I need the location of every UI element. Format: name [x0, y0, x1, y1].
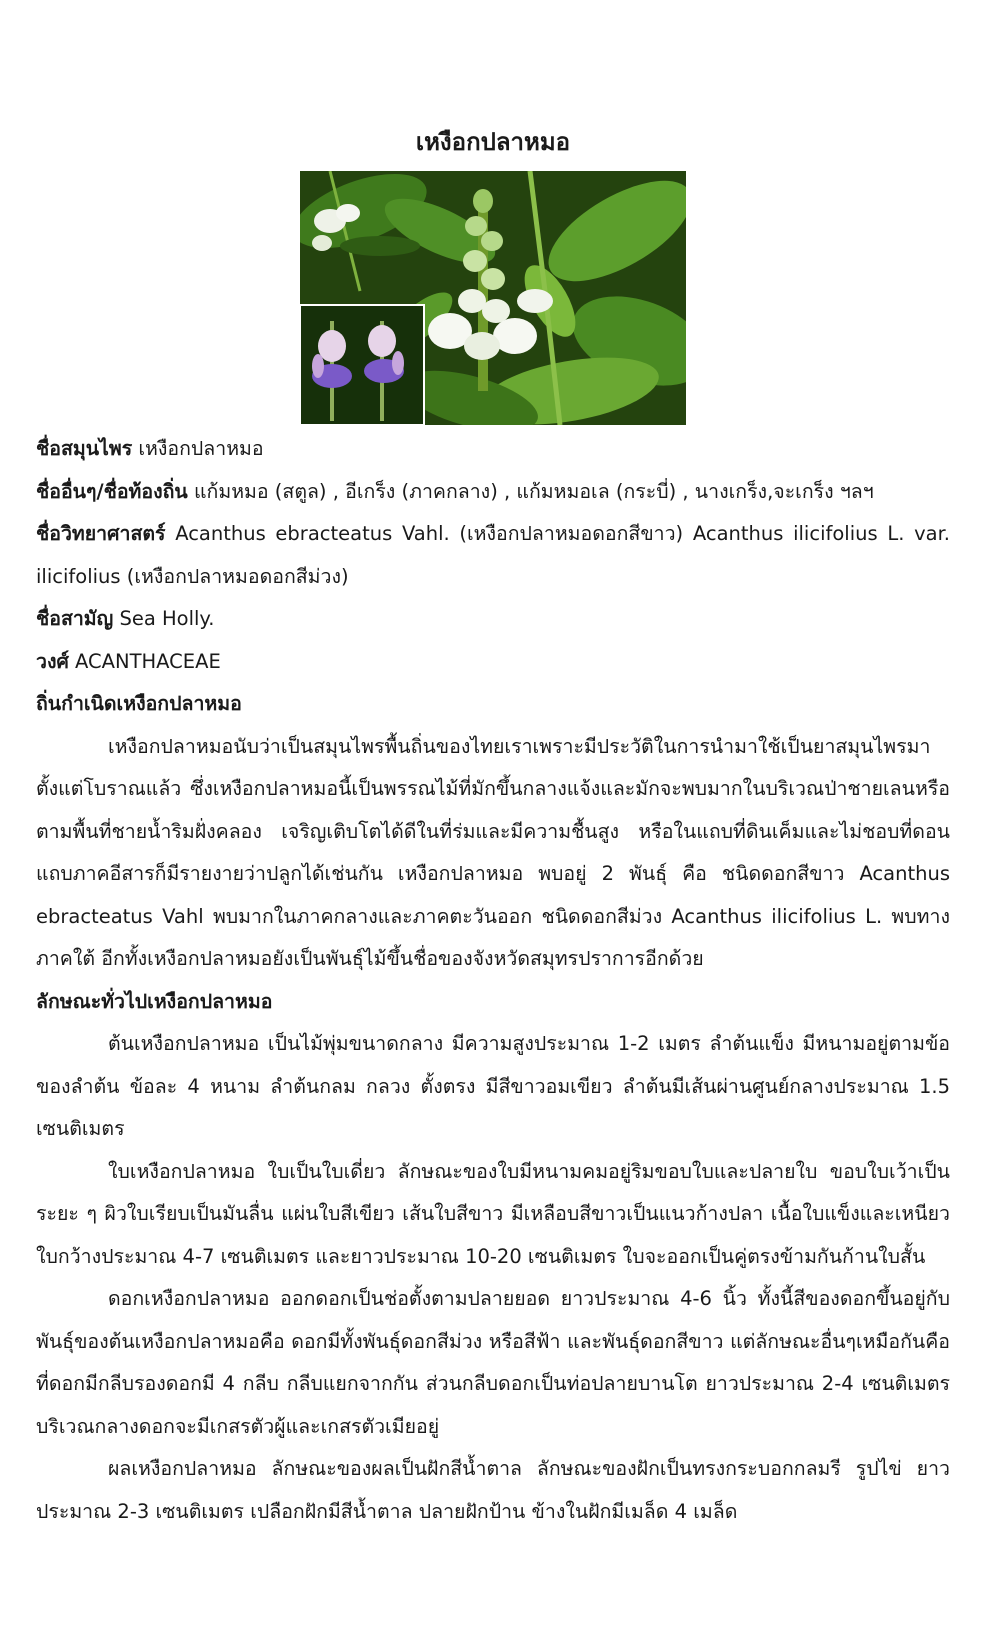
- other-names-label: ชื่ออื่นๆ/ชื่อท้องถิ่น: [36, 479, 188, 503]
- other-names-row: [36, 471, 950, 514]
- scientific-name-label: ชื่อวิทยาศาสตร์: [36, 522, 166, 545]
- other-names-value: แก้มหมอ (สตูล) , อีเกร็ง (ภาคกลาง) , แก้มหมอเล (กระบี่) , นางเกร็ง,จะเกร็ง ฯลฯ: [187, 479, 874, 503]
- common-name-value: Sea Holly.: [113, 607, 215, 630]
- common-name-label: ชื่อสามัญ: [36, 607, 114, 630]
- family-value: ACANTHACEAE: [68, 649, 221, 673]
- herb-name-label: ชื่อสมุนไพร: [36, 437, 133, 460]
- scientific-name-value: Acanthus ebracteatus Vahl. (เหงือกปลาหมอดอกสีขาว) Acanthus ilicifolius L. var. ilicifolius (เหงือกปลาหมอดอกสีม่วง): [36, 522, 950, 588]
- origin-heading: ถิ่นกำเนิดเหงือกปลาหมอ: [36, 692, 242, 715]
- family-row: [36, 641, 950, 684]
- flower-paragraph: ดอกเหงือกปลาหมอ ออกดอกเป็นช่อตั้งตามปลายยอด ยาวประมาณ 4-6 นิ้ว ทั้งนี้สีของดอกขึ้นอยู่กับพันธุ์ของต้นเหงือกปลาหมอคือ ดอกมีทั้งพันธุ์ดอกสีม่วง หรือสีฟ้า และพันธุ์ดอกสีขาว แต่ลักษณะอื่นๆเหมือกันคือ ที่ดอกมีกลีบรองดอกมี 4 กลีบ กลีบแยกจากกัน ส่วนกลีบดอกเป็นท่อปลายบานโต ยาวประมาณ 2-4 เซนติเมตร บริเวณกลางดอกจะมีเกสรตัวผู้และเกสรตัวเมียอยู่: [36, 1287, 950, 1438]
- article-body: [36, 428, 950, 1533]
- leaf-paragraph: ใบเหงือกปลาหมอ ใบเป็นใบเดี่ยว ลักษณะของใบมีหนามคมอยู่ริมขอบใบและปลายใบ ขอบใบเว้าเป็นระยะ ๆ ผิวใบเรียบเป็นมันลื่น แผ่นใบสีเขียว เส้นใบสีขาว มีเหลือบสีขาวเป็นแนวก้างปลา เนื้อใบแข็งและเหนียว ใบกว้างประมาณ 4-7 เซนติเมตร และยาวประมาณ 10-20 เซนติเมตร ใบจะออกเป็นคู่ตรงข้ามกันก้านใบสั้น: [36, 1159, 950, 1268]
- stem-paragraph: ต้นเหงือกปลาหมอ เป็นไม้พุ่มขนาดกลาง มีความสูงประมาณ 1-2 เมตร ลำต้นแข็ง มีหนามอยู่ตามข้อของลำต้น ข้อละ 4 หนาม ลำต้นกลม กลวง ตั้งตรง มีสีขาวอมเขียว ลำต้นมีเส้นผ่านศูนย์กลางประมาณ 1.5 เซนติเมตร: [36, 1032, 950, 1140]
- common-name-row: [36, 598, 950, 641]
- herb-name-value: เหงือกปลาหมอ: [132, 437, 264, 460]
- page-title: เหงือกปลาหมอ: [415, 128, 571, 156]
- family-label: วงศ์: [36, 649, 69, 673]
- features-heading: ลักษณะทั่วไปเหงือกปลาหมอ: [36, 989, 273, 1013]
- origin-paragraph: เหงือกปลาหมอนับว่าเป็นสมุนไพรพื้นถิ่นของไทยเราเพราะมีประวัติในการนำมาใช้เป็นยาสมุนไพรมาตั้งแต่โบราณแล้ว ซึ่งเหงือกปลาหมอนี้เป็นพรรณไม้ที่มักขึ้นกลางแจ้งและมักจะพบมากในบริเวณป่าชายเลนหรือตามพื้นที่ชายน้ำริมฝั่งคลอง เจริญเติบโตได้ดีในที่ร่มและมีความชื้นสูง หรือในแถบที่ดินเค็มและไม่ชอบที่ดอน แถบภาคอีสารก็มีรายงายว่าปลูกได้เช่นกัน เหงือกปลาหมอ พบอยู่ 2 พันธุ์ คือ ชนิดดอกสีขาว Acanthus ebracteatus Vahl พบมากในภาคกลางและภาคตะวันออก ชนิดดอกสีม่วง Acanthus ilicifolius L. พบทางภาคใต้ อีกทั้งเหงือกปลาหมอยังเป็นพันธุ์ไม้ขึ้นชื่อของจังหวัดสมุทรปราการอีกด้วย: [36, 734, 950, 970]
- herb-name-row: [36, 428, 950, 471]
- plant-photo: [300, 171, 686, 425]
- scientific-name-row: [36, 513, 950, 598]
- plant-photo-illustration: [300, 171, 686, 425]
- fruit-paragraph: ผลเหงือกปลาหมอ ลักษณะของผลเป็นฝักสีน้ำตาล ลักษณะของฝักเป็นทรงกระบอกกลมรี รูปไข่ ยาวประมาณ 2-3 เซนติเมตร เปลือกฝักมีสีน้ำตาล ปลายฝักป้าน ข้างในฝักมีเมล็ด 4 เมล็ด: [36, 1457, 950, 1523]
